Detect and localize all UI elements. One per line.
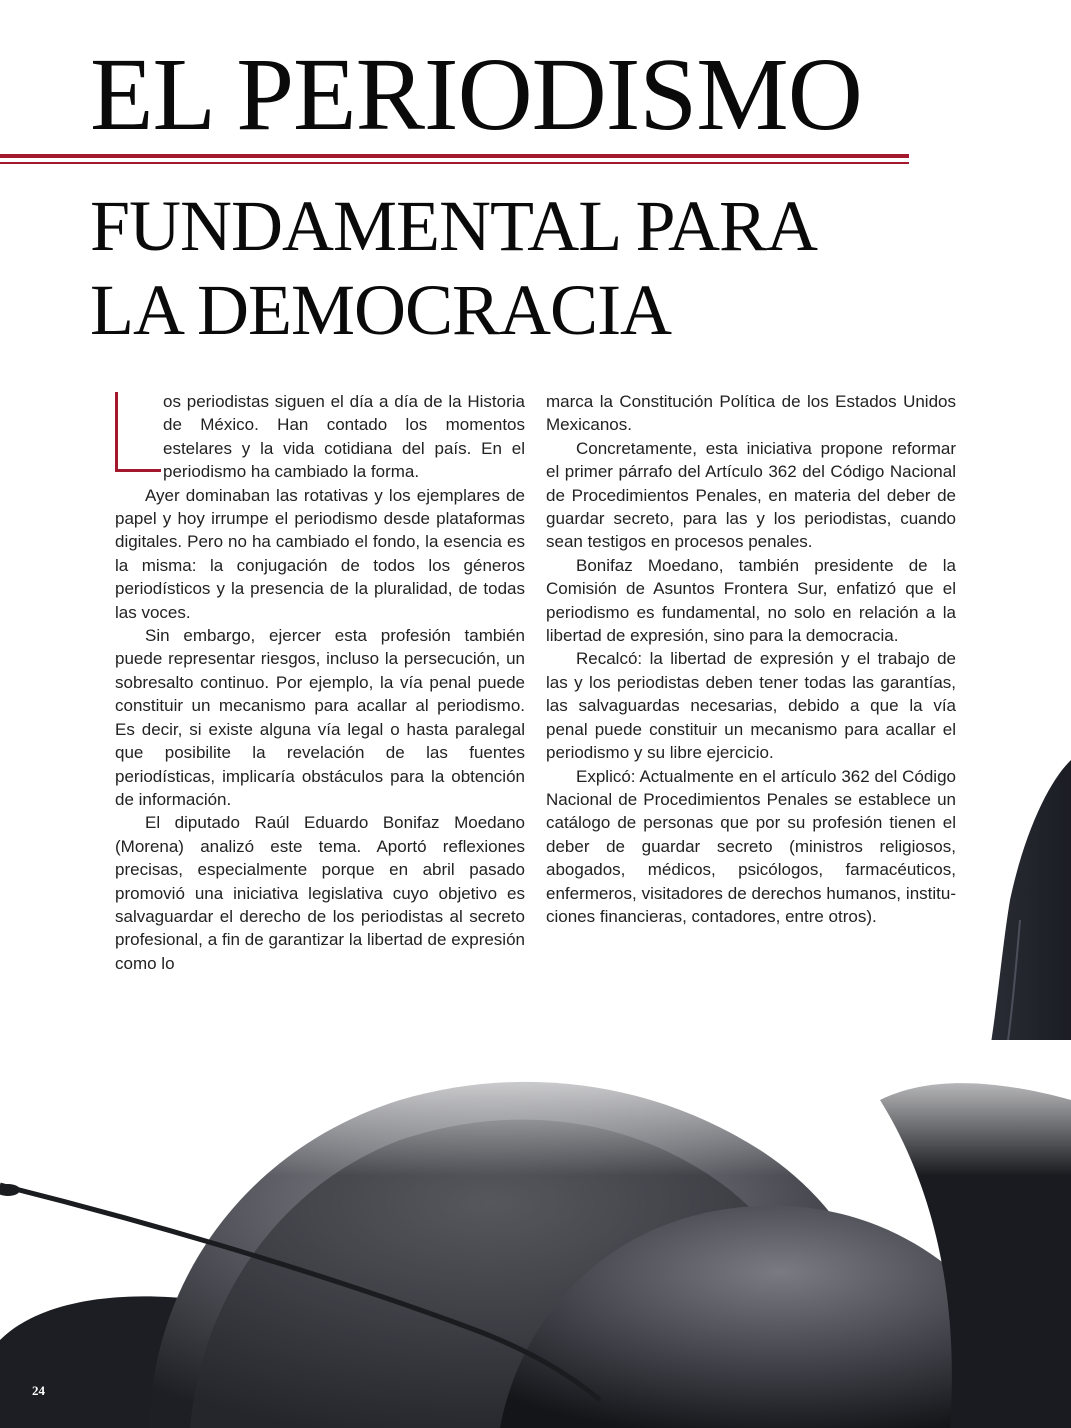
title-line-1: EL PERIODISMO — [90, 37, 862, 152]
article-paragraph — [115, 390, 525, 484]
article-paragraph: El diputado Raúl Eduardo Bonifaz Moedano (Morena) analizó este tema. Aportó reflexiones precisas, especialmente porque en abril pasado promovió una iniciativa legislativa cuyo objetivo es salvaguardar el derecho de los periodistas al secreto profesional, a fin de garantizar la libertad de expresión como lo — [115, 813, 525, 973]
title-divider-thin — [0, 162, 909, 164]
page-number: 24 — [32, 1383, 45, 1398]
chamber-chairs-photo — [0, 1040, 1071, 1428]
article-column-left — [115, 390, 525, 975]
subtitle — [90, 184, 817, 352]
article-paragraph: Bonifaz Moedano, también presidente de la Comisión de Asuntos Frontera Sur, enfatizó que el periodismo es fundamental, no solo en relación a la libertad de expresión, sino para la democracia. — [546, 555, 956, 646]
subtitle-line-2: FUNDAMENTAL PARA — [90, 186, 817, 266]
article-paragraph: Sin embargo, ejercer esta profesión también puede representar riesgos, incluso la persecución, un sobresalto continuo. Por ejemplo, la vía penal puede constituir un mecanismo para acallar al periodismo. Es decir, si existe alguna vía legal o hasta paralegal que posibilite la revelación de las fuentes periodísticas, implicaría obstáculos para la obtención de información. — [115, 626, 525, 809]
paragraph-text: os periodistas siguen el día a día de la Historia de México. Han contado los momentos estelares y la vida cotidiana del país. En el periodismo ha cambiado la forma. — [163, 392, 525, 482]
article-paragraph: marca la Constitución Política de los Estados Unidos Mexicanos. — [546, 392, 956, 435]
article-paragraph: Ayer dominaban las rotativas y los ejemplares de papel y hoy irrumpe el periodismo desde plataformas digitales. Pero no ha cambiado el fondo, la esencia es la misma: la conjugación de todos los géneros periodísticos y la presencia de la pluralidad, de todas las voces. — [115, 485, 525, 622]
article-paragraph: Explicó: Actualmente en el artículo 362 del Código Nacional de Procedimientos Penales se establece un catálogo de personas que por su profesión tienen el deber de guardar secreto (ministros religiosos, abogados, médicos, psicólogos, farmacéuticos, enfermeros, visitadores de derechos humanos, instituciones financieras, contadores, entre otros). — [546, 766, 956, 926]
article-paragraph: Concretamente, esta iniciativa propone reformar el primer párrafo del Artículo 362 del Código Nacional de Procedimientos Penales, en materia del deber de guardar secreto, para las y los periodistas, cuando sean testigos en procesos penales. — [546, 438, 956, 552]
article-column-right — [546, 390, 956, 928]
title-divider-thick — [0, 154, 909, 158]
drop-cap — [115, 392, 151, 472]
subtitle-line-3: LA DEMOCRACIA — [90, 270, 672, 350]
article-paragraph: Recalcó: la libertad de expresión y el trabajo de las y los periodistas deben tener todas las garantías, las salvaguardas necesarias, debido a que la vía penal puede constituir un mecanismo para acallar el periodismo y su libre ejercicio. — [546, 649, 956, 763]
